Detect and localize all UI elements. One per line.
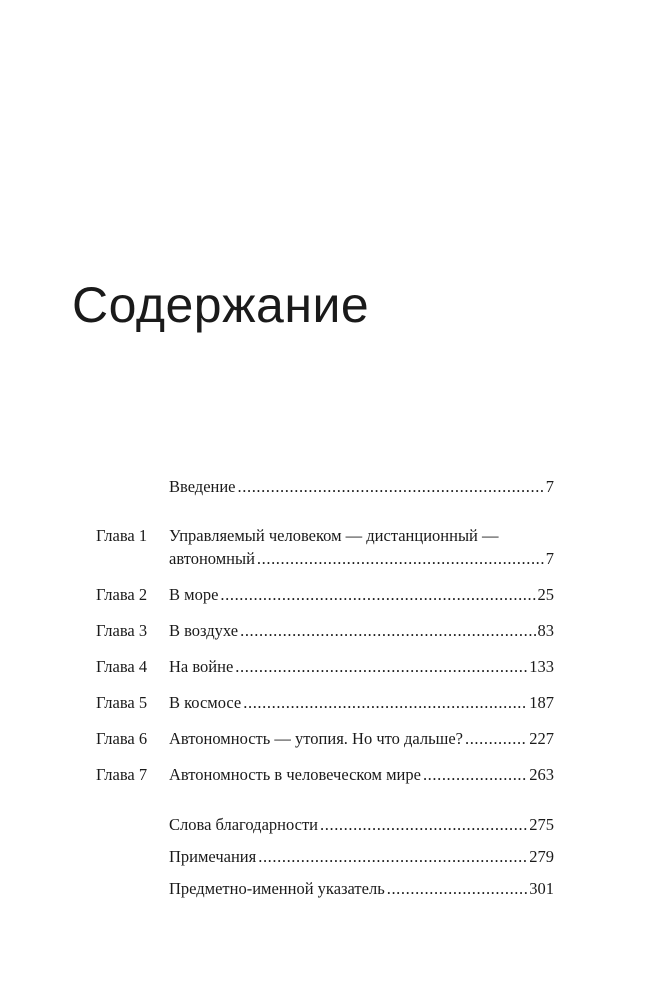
toc-entry-chapter-6 [96,728,554,750]
toc-entry-title: Предметно-именной указатель [169,879,385,898]
toc-entry-page: 83 [537,621,554,640]
toc-entry-title: На войне [169,657,234,676]
chapter-label: Глава 1 [96,526,148,545]
dot-leader [257,548,544,570]
toc-entry-title: Управляемый человеком — дистанционный — [169,526,499,545]
toc-entry-page: 263 [529,765,554,784]
toc-entry-page: 301 [529,879,554,898]
toc-entry-page: 7 [545,549,554,568]
chapter-label: Глава 7 [96,765,148,784]
dot-leader [243,692,527,714]
dot-leader [320,814,527,836]
toc-entry-title-continued: автономный [169,549,255,568]
toc-entry-chapter-4 [96,656,554,678]
toc-entry-title: Автономность — утопия. Но что дальше? [169,729,463,748]
toc-entry-page: 279 [529,847,554,866]
toc-entry-page: 7 [545,477,554,496]
toc-entry-title: В воздухе [169,621,239,640]
toc-entry-page: 275 [529,815,554,834]
dot-leader [238,476,544,498]
toc-entry-chapter-5 [96,692,554,714]
toc-entry-page: 227 [529,729,554,748]
toc-entry-index [96,878,554,900]
chapter-label: Глава 6 [96,729,148,748]
dot-leader [387,878,528,900]
dot-leader [258,846,527,868]
toc-entry-title: Автономность в человеческом мире [169,765,421,784]
chapter-label: Глава 5 [96,693,148,712]
chapter-label: Глава 3 [96,621,148,640]
toc-entry-intro [96,476,554,498]
toc-entry-chapter-3 [96,620,554,642]
toc-entry-chapter-7 [96,764,554,786]
toc-entry-page: 25 [537,585,554,604]
toc-entry-acknowledgements [96,814,554,836]
dot-leader [235,656,527,678]
chapter-label: Глава 2 [96,585,148,604]
toc-entry-page: 133 [529,657,554,676]
dot-leader [465,728,527,750]
dot-leader [220,584,535,606]
toc-entry-chapter-1 [96,525,554,547]
toc-entry-chapter-1-continued [96,548,554,570]
toc-entry-title: Примечания [169,847,257,866]
toc-entry-title: Слова благодарности [169,815,319,834]
dot-leader [240,620,535,642]
toc-entry-title: Введение [169,477,236,496]
toc-entry-title: В море [169,585,219,604]
dot-leader [423,764,527,786]
toc-entry-page: 187 [529,693,554,712]
toc-entry-notes [96,846,554,868]
toc-entry-chapter-2 [96,584,554,606]
toc-entry-title: В космосе [169,693,242,712]
page-title: Содержание [72,277,370,333]
chapter-label: Глава 4 [96,657,148,676]
